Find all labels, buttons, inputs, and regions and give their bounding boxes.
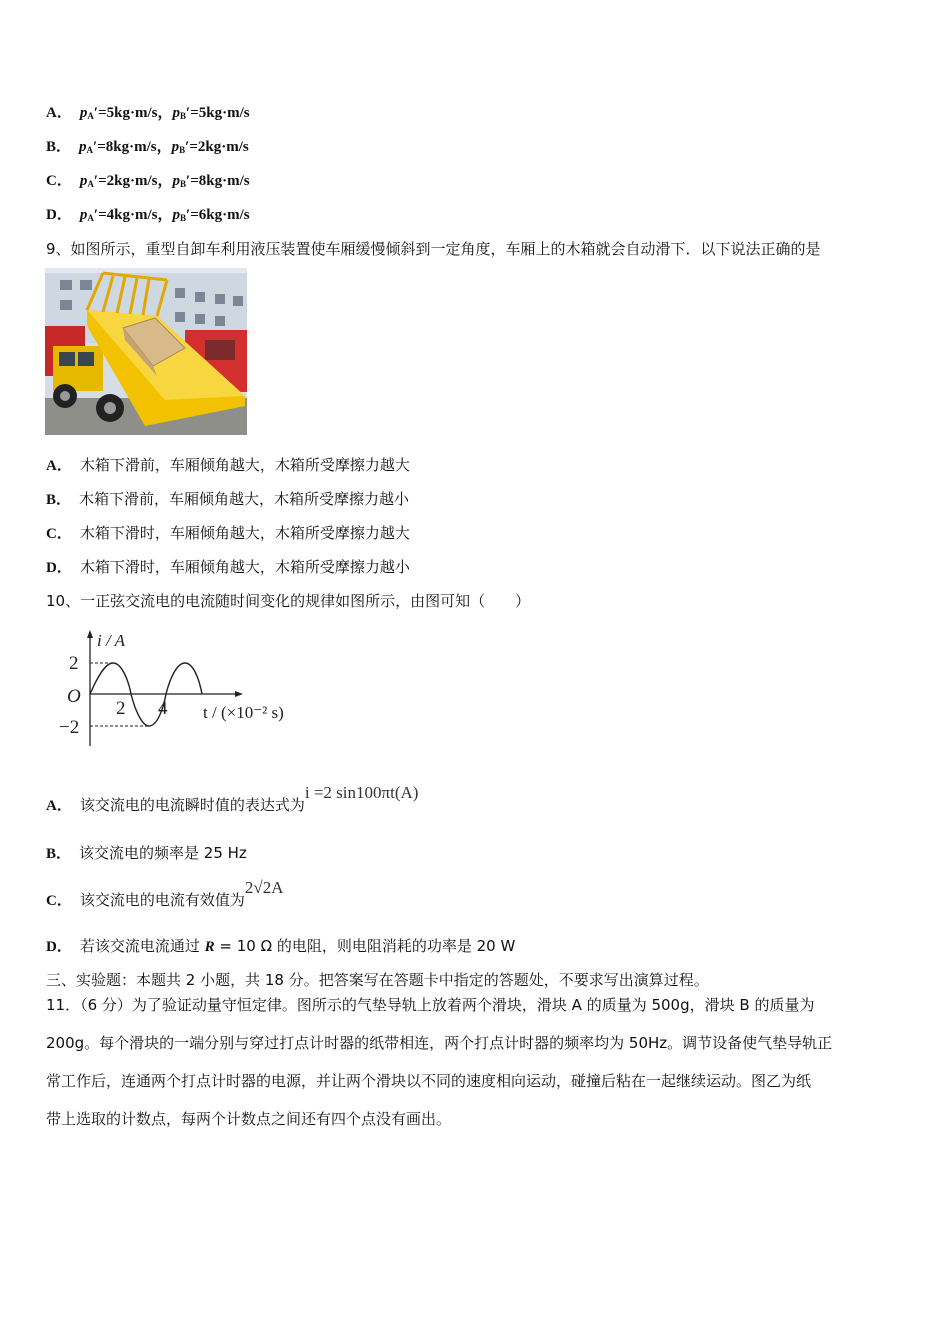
- formula-instantaneous-current: i =2 sin100πt(A): [304, 783, 419, 802]
- q11-line-2: 200g。每个滑块的一端分别与穿过打点计时器的纸带相连，两个打点计时器的频率均为 50Hz。调节设备使气垫导轨正: [46, 1034, 833, 1052]
- sine-current-graph: [55, 628, 305, 753]
- q8-option-b: B． $p_A'=8kg\cdot m/s$，$p_B'=2kg\cdot m/s$: [46, 139, 249, 155]
- q10-option-a: A． 该交流电的电流瞬时值的表达式为i =2 sin100πt(A): [46, 783, 419, 814]
- q9-stem: 9、如图所示，重型自卸车利用液压装置使车厢缓慢倾斜到一定角度，车厢上的木箱就会自动滑下．以下说法正确的是: [46, 240, 821, 258]
- q11-line-4: 带上选取的计数点，每两个计数点之间还有四个点没有画出。: [46, 1110, 452, 1128]
- q9-option-b: B． 木箱下滑前，车厢倾角越大，木箱所受摩擦力越小: [46, 490, 410, 508]
- q11-line-3: 常工作后，连通两个打点计时器的电源，并让两个滑块以不同的速度相向运动，碰撞后粘在一起继续运动。图乙为纸: [46, 1072, 812, 1090]
- x-tick-4: 4: [158, 698, 168, 719]
- formula-rms-current: 2√2A: [244, 878, 284, 897]
- q10-option-d: D． 若该交流电流通过 R = 10 Ω 的电阻，则电阻消耗的功率是 20 W: [46, 937, 516, 955]
- q8-option-d: D． $p_A'=4kg\cdot m/s$，$p_B'=6kg\cdot m/s$: [46, 207, 250, 223]
- q10-option-b: B． 该交流电的频率是 25 Hz: [46, 844, 247, 862]
- q10-stem: 10、一正弦交流电的电流随时间变化的规律如图所示，由图可知（ ）: [46, 592, 531, 610]
- y-tick-neg2: −2: [59, 717, 80, 738]
- x-tick-2: 2: [116, 698, 126, 719]
- q11-line-1: 11．（6 分）为了验证动量守恒定律。图所示的气垫导轨上放着两个滑块，滑块 A 的质量为 500g，滑块 B 的质量为: [46, 996, 815, 1014]
- q9-option-c: C． 木箱下滑时，车厢倾角越大，木箱所受摩擦力越大: [46, 524, 410, 542]
- q8-option-a: A． $p_A'=5kg\cdot m/s$，$p_B'=5kg\cdot m/s$: [46, 105, 250, 121]
- y-tick-2: 2: [69, 653, 79, 674]
- y-axis-label: i / A: [97, 631, 126, 650]
- x-axis-label: t / (×10⁻² s): [203, 703, 284, 722]
- q9-option-d: D． 木箱下滑时，车厢倾角越大，木箱所受摩擦力越小: [46, 558, 410, 576]
- q8-option-c: C． $p_A'=2kg\cdot m/s$，$p_B'=8kg\cdot m/s$: [46, 173, 250, 189]
- sine-wave-plot: [55, 628, 305, 753]
- q10-option-c: C． 该交流电的电流有效值为2√2A: [46, 878, 284, 909]
- dump-truck-image: [45, 268, 247, 435]
- q9-option-a: A． 木箱下滑前，车厢倾角越大，木箱所受摩擦力越大: [46, 456, 410, 474]
- dump-truck-illustration: [45, 268, 247, 435]
- origin-label: O: [67, 686, 81, 707]
- section-3-heading: 三、实验题：本题共 2 小题，共 18 分。把答案写在答题卡中指定的答题处，不要求写出演算过程。: [46, 971, 709, 989]
